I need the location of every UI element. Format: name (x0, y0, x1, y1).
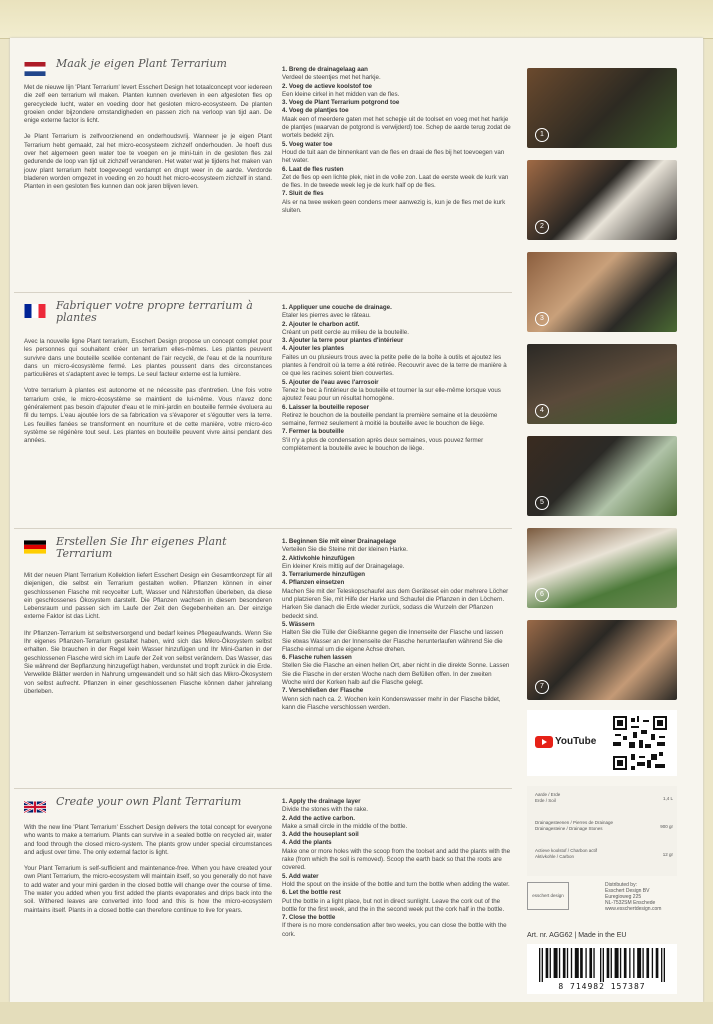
youtube-icon (535, 736, 553, 748)
step-text: Divide the stones with the rake. (282, 806, 368, 814)
step-photo (527, 252, 677, 332)
uk-flag-icon (24, 800, 46, 814)
step-heading: 1. Breng de drainagelaag aan (282, 66, 368, 73)
paragraph: Met de nieuwe lijn 'Plant Terrarium' levert Esschert Design het totaalconcept voor iedereen die zelf een terrarium wil maken. Planten kunnen overleven in een afgesloten fles op gerecyclede lucht, water en voeding door het gesloten micro-ecosysteem. De planten groeien onder bijzondere omstandigheden en passen zich na verloop van tijd aan. De enige externe factor is licht. (24, 84, 272, 125)
step-heading: 7. Fermer la bouteille (282, 428, 344, 436)
step-text: Wenn sich nach ca. 2. Wochen kein Kondenswasser mehr in der Flasche bildet, kann die Flasche verschlossen werden. (282, 695, 501, 711)
step-heading: 1. Appliquer une couche de drainage. (282, 304, 392, 311)
paragraph: Avec la nouvelle ligne Plant terrarium, Esschert Design propose un concept complet pour les personnes qui souhaitent créer un terrarium elles-mêmes. Les plantes peuvent survivre dans une bouteille scellée contenant de l'air recyclé, de l'eau et de la nourriture dans un micro-écosystème fermé. Les plantes poussent dans des circonstances particulières et s'adaptent avec le temps. Le seul facteur externe est la lumière. (24, 338, 272, 379)
esschert-logo: esschert design (527, 882, 569, 910)
step-text: Verteilen Sie die Steine mit der kleinen Harke. (282, 546, 408, 554)
step-heading: 2. Add the active carbon. (282, 814, 356, 822)
step-number: 5 (535, 496, 549, 510)
step-heading: 3. Voeg de Plant Terrarium potgrond toe (282, 99, 400, 107)
paragraph: Mit der neuen Plant Terrarium Kollektion liefert Esschert Design ein Gesamtkonzept für all diejenigen, die selbst ein Terrarium gestalten wollen. Pflanzen können in einer geschlossenen Flasche mit recycelter Luft, Wasser und Nährstoffen überleben, da diese ein geschlossenes Ökosystem darstellt. Die Pflanzen wachsen in diesem besonderen Lebensraum und passen sich im Laufe der Zeit den Gegebenheiten an. Der einzige externe Faktor ist das Licht. (24, 572, 272, 621)
step-text: Ein kleiner Kreis mittig auf der Drainagelage. (282, 562, 405, 570)
step-text: Make one or more holes with the scoop from the toolset and add the plants with the rake (from which the soil is removed). Scoop the earth back so that the roots are covered. (282, 847, 511, 872)
step-heading: 2. Ajouter le charbon actif. (282, 320, 360, 328)
divider (14, 292, 512, 293)
paragraph: Your Plant Terrarium is self-sufficient and maintenance-free. When you have created your own Plant Terrarium, the micro-ecosystem will maintain itself, so you generally do not have to add water and your mini garden in the closed bottle will change over the course of time. The water you added when you first added the plants evaporates and drips back into the soil. Withered leaves are converted into food and this is how the micro-ecosystem maintains itself. Plants in a closed bottle can therefore continue to live for years. (24, 865, 272, 914)
step-heading: 4. Ajouter les plantes (282, 345, 345, 353)
intro-text (24, 572, 272, 704)
step-heading: 6. Let the bottle rest (282, 889, 341, 897)
address-line: Euregioweg 225 (605, 894, 642, 900)
step-photo (527, 620, 677, 700)
step-photo (527, 436, 677, 516)
contents-label: Drainagesteine / Drainage Stones (535, 826, 603, 831)
steps (282, 798, 512, 939)
box-bottom-edge (0, 1002, 713, 1024)
contents-table (527, 786, 677, 876)
divider (14, 788, 512, 789)
step-heading: 4. Pflanzen einsetzen (282, 579, 345, 587)
step-heading: 1. Beginnen Sie mit einer Drainagelage (282, 538, 397, 545)
address-line: NL-7532SM Enschede (605, 900, 656, 906)
step-heading: 7. Close the bottle (282, 914, 336, 922)
paragraph: With the new line 'Plant Terrarium' Esschert Design delivers the total concept for everyone who wants to make a terrarium. Plants can survive in a sealed bottle on recycled air, water and food through the closed micro-system. The plants grow under special circumstances and adjust over time. The only external factor is light. (24, 824, 272, 856)
step-text: Tenez le bec à l'intérieur de la bouteille et tourner la sur elle-même lorsque vous ajoutez l'eau pour un résultat homogène. (282, 386, 501, 403)
contents-amount: 1,4 L (662, 796, 673, 801)
contents-amount: 900 gr (660, 824, 673, 829)
contents-label: Aktivkohle / Carbon (535, 854, 575, 859)
website-link[interactable]: www.esschertdesign.com (605, 906, 662, 912)
step-heading: 6. Laat de fles rusten (282, 165, 344, 173)
steps (282, 304, 512, 453)
step-heading: 4. Voeg de plantjes toe (282, 107, 349, 115)
step-number: 1 (535, 128, 549, 142)
steps (282, 66, 512, 215)
contents-label: Drainagesteenen / Pierres de Drainage (535, 820, 614, 825)
step-photo (527, 160, 677, 240)
step-number: 6 (535, 588, 549, 602)
youtube-label: YouTube (555, 736, 597, 747)
step-number: 3 (535, 312, 549, 326)
france-flag-icon (24, 304, 46, 318)
step-heading: 2. Voeg de actieve koolstof toe (282, 82, 372, 90)
barcode (527, 944, 677, 994)
intro-text (24, 824, 272, 923)
article-number: Art. nr. AGG62 | Made in the EU (527, 932, 627, 939)
distributor-info (527, 880, 677, 930)
step-heading: 6. Laisser la bouteille reposer (282, 403, 370, 411)
step-photo (527, 344, 677, 424)
netherlands-flag-icon (24, 62, 46, 76)
step-text: Etaler les pierres avec le râteau. (282, 312, 371, 320)
step-text: Maak een of meerdere gaten met het schepje uit de toolset en voeg met het harkje de plantjes (waarvan de potgrond is verwijderd) toe. Schep de aarde terug zodat de wortels bedekt zijn. (282, 115, 511, 140)
steps (282, 538, 512, 712)
step-text: Put the bottle in a light place, but not in direct sunlight. Leave the cork out of the bottle for the first week, and the in the second week put the cork half in the bottle. (282, 897, 505, 913)
step-text: Verdeel de steentjes met het harkje. (282, 74, 381, 82)
contents-label: Aarde / Erde (535, 792, 561, 797)
intro-text (24, 84, 272, 200)
step-heading: 6. Flasche ruhen lassen (282, 654, 352, 662)
step-heading: 1. Apply the drainage layer (282, 798, 361, 805)
step-text: Hold the spout on the inside of the bottle and turn the bottle when adding the water. (282, 880, 510, 888)
section-de (14, 534, 512, 786)
step-heading: 5. Voeg water toe (282, 140, 333, 148)
step-text: Halten Sie die Tülle der Gießkanne gegen die Innenseite der Flasche und lassen Sie etwas Wasser an der Innenseite der Flasche herunterlaufen während Sie die Flasche einmal um die eigene Achse drehen. (282, 629, 504, 653)
step-heading: 3. Terrariumerde hinzufügen (282, 571, 366, 579)
step-heading: 3. Ajouter la terre pour plantes d'intérieur (282, 337, 404, 345)
step-text: If there is no more condensation after two weeks, you can close the bottle with the cork. (282, 922, 507, 938)
step-number: 2 (535, 220, 549, 234)
step-heading: 4. Add the plants (282, 839, 332, 847)
distributor-address (605, 882, 661, 912)
step-text: Machen Sie mit der Teleskopschaufel aus dem Geräteset ein oder mehrere Löcher und platzieren Sie, mit Hilfe der Harke und Schaufel die Pflanzen in den Löchern. Harken Sie danach die Erde wieder zurück, sodass die Wurzeln der Pflanzen bedeckt sind. (282, 587, 509, 620)
step-photo (527, 528, 677, 608)
section-title: Maak je eigen Plant Terrarium (56, 57, 227, 70)
contents-label: Erde / Soil (535, 798, 556, 803)
section-en (14, 794, 512, 994)
step-text: Als er na twee weken geen condens meer aanwezig is, kun je de fles met de kurk sluiten. (282, 198, 506, 215)
step-text: Zet de fles op een lichte plek, niet in de volle zon. Laat de eerste week de kurk van de fles. In de tweede week leg je de kurk half op de fles. (282, 173, 509, 190)
step-heading: 7. Sluit de fles (282, 190, 324, 198)
barcode-digits: 8 714982 157387 (558, 982, 646, 991)
contents-amount: 12 gr (662, 852, 673, 857)
step-photo (527, 68, 677, 148)
step-text: Houd de tuit aan de binnenkant van de fles en draai de fles bij het toevoegen van het water. (282, 148, 505, 165)
step-text: S'il n'y a plus de condensation après deux semaines, vous pouvez fermer complètement la bouteille avec le bouchon de liège. (282, 436, 484, 453)
step-heading: 5. Add water (282, 872, 319, 880)
step-heading: 7. Verschließen der Flasche (282, 687, 364, 695)
section-fr (14, 298, 512, 526)
step-number: 7 (535, 680, 549, 694)
section-title: Erstellen Sie Ihr eigenes Plant Terrarium (56, 535, 227, 560)
step-text: Créant un petit cercle au milieu de la bouteille. (282, 328, 409, 336)
paragraph: Ihr Pflanzen-Terrarium ist selbstversorgend und bedarf keines Pflegeaufwands. Wenn Sie Ihr eigenes Pflanzen-Terrarium gestaltet haben, wird sich das Mikro-Ökosystem selbst erhalten. Sie brauchen in der Regel kein Wasser hinzufügen und Ihr Mini-Garten in der geschlossenen Flasche wird sich im Laufe der Zeit von selbst verändern. Das Wasser, das Sie während der Bepflanzung hinzugefügt haben, verdunstet und tropft zurück in die Erde. Verwelkte Blätter werden in Nahrung umgewandelt und so hält sich das Mikro-Ökosystem von selbst aufrecht. Pflanzen in einer geschlossenen Flasche können daher jahrelang überleben. (24, 629, 272, 695)
paragraph: Je Plant Terrarium is zelfvoorzienend en onderhoudsvrij. Wanneer je je eigen Plant Terrarium hebt gemaakt, zal het micro-ecosysteem zichzelf onderhouden. Je hoeft dus over het algemeen geen water toe te voegen en je mini-tuin in de gesloten fles zal gedurende de loop van tijd uit zichzelf veranderen. Het water wat je tijdens het maken van jouw plant terrarium hebt toegevoegd verdampt en drupt weer in de aarde. Verdorde bladeren worden omgezet in voeding en zo houdt het micro-ecosysteem zichzelf in stand. Planten in een gesloten fles kunnen dan ook jaren blijven leven. (24, 133, 272, 191)
section-nl (14, 56, 512, 292)
step-heading: 3. Add the houseplant soil (282, 831, 359, 839)
step-number: 4 (535, 404, 549, 418)
step-heading: 5. Ajouter de l'eau avec l'arrosoir (282, 378, 379, 386)
intro-text (24, 338, 272, 454)
paragraph: Votre terrarium à plantes est autonome et ne nécessite pas d'entretien. Une fois votre terrarium crée, le micro-écosystème se maintient de lui-même. Vous n'avez donc généralement pas besoin d'ajouter d'eau et le mini-jardin en bouteille fermée évoluera au fil du temps. L'eau ajoutée lors de sa fabrication va s'évaporer et s'égoutter vers la terre. Les feuilles fanées se transforment en nourriture et de cette manière, votre micro-éco système se régénère tout seul. Les plantes en bouteille peuvent vivre ainsi pendant des années. (24, 387, 272, 445)
step-text: Retirez le bouchon de la bouteille pendant la première semaine et la deuxième semaine, fermez seulement à moitié la bouteille avec le bouchon de liège. (282, 411, 498, 428)
divider (14, 528, 512, 529)
contents-label: Actieve koolstof / Charbon actif (535, 848, 598, 853)
step-heading: 2. Aktivkohle hinzufügen (282, 554, 355, 562)
step-text: Make a small circle in the middle of the bottle. (282, 822, 408, 830)
section-title: Fabriquer votre propre terrarium à plantes (56, 299, 253, 324)
qr-code-icon[interactable] (611, 714, 669, 772)
youtube-box (527, 710, 677, 776)
address-line: Distributed by: (605, 882, 637, 888)
step-text: Faites un ou plusieurs trous avec la petite pelle de la boîte à outils et ajoutez les plantes à l'endroit où la terre a été retirée. Recouvrir avec de la terre de manière à ce que les racines soient bien couvertes. (282, 353, 507, 378)
germany-flag-icon (24, 540, 46, 554)
step-text: Stellen Sie die Flasche an einen hellen Ort, aber nicht in die direkte Sonne. Lassen Sie die Flasche in der ersten Woche nach dem Befüllen offen. In der zweiten Woche wird der Korken halb auf die Flasche gelegt. (282, 662, 510, 687)
box-top-flap (0, 0, 713, 39)
step-text: Een kleine cirkel in het midden van de fles. (282, 90, 400, 98)
barcode-bars-icon (539, 948, 665, 982)
step-heading: 5. Wässern (282, 620, 315, 628)
address-line: Esschert Design BV (605, 888, 650, 894)
section-title: Create your own Plant Terrarium (56, 795, 242, 808)
